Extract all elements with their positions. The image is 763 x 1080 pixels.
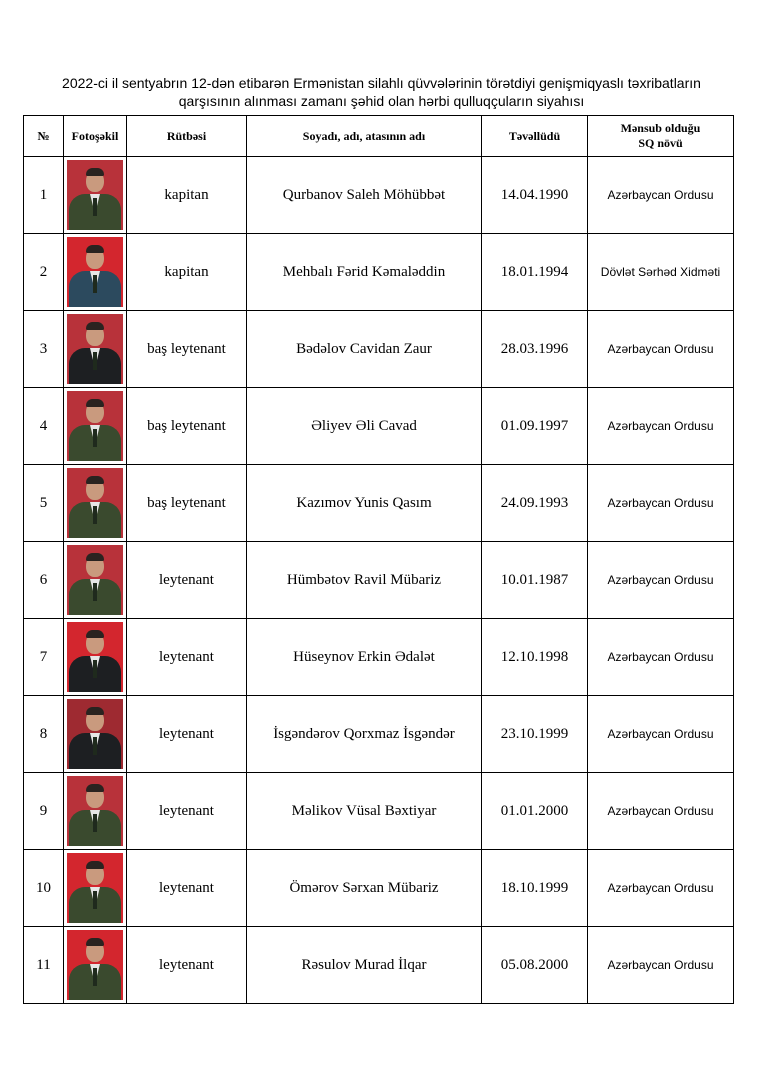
row-number: 11 xyxy=(24,927,64,1004)
service-branch-cell: Azərbaycan Ordusu xyxy=(588,619,734,696)
rank-cell: baş leytenant xyxy=(127,465,247,542)
service-branch-cell: Azərbaycan Ordusu xyxy=(588,850,734,927)
name-cell: Kazımov Yunis Qasım xyxy=(247,465,482,542)
header-rank: Rütbəsi xyxy=(127,116,247,157)
birth-date-cell: 05.08.2000 xyxy=(482,927,588,1004)
row-number: 7 xyxy=(24,619,64,696)
title-line-1: 2022-ci il sentyabrın 12-dən etibarən Ermənistan silahlı qüvvələrinin törətdiyi genişmiqyaslı təxribatların xyxy=(62,75,701,91)
rank-cell: leytenant xyxy=(127,927,247,1004)
row-number: 1 xyxy=(24,157,64,234)
photo-cell xyxy=(64,927,127,1004)
row-number: 10 xyxy=(24,850,64,927)
portrait-photo xyxy=(67,853,123,923)
row-number: 2 xyxy=(24,234,64,311)
birth-date-cell: 01.01.2000 xyxy=(482,773,588,850)
name-cell: Əliyev Əli Cavad xyxy=(247,388,482,465)
table-row xyxy=(24,388,734,465)
service-branch-cell: Azərbaycan Ordusu xyxy=(588,465,734,542)
table-row xyxy=(24,850,734,927)
header-birth-date: Təvəllüdü xyxy=(482,116,588,157)
portrait-photo xyxy=(67,699,123,769)
name-cell: Bədəlov Cavidan Zaur xyxy=(247,311,482,388)
rank-cell: kapitan xyxy=(127,234,247,311)
photo-cell xyxy=(64,311,127,388)
service-branch-cell: Azərbaycan Ordusu xyxy=(588,388,734,465)
birth-date-cell: 23.10.1999 xyxy=(482,696,588,773)
row-number: 6 xyxy=(24,542,64,619)
row-number: 9 xyxy=(24,773,64,850)
row-number: 3 xyxy=(24,311,64,388)
rank-cell: leytenant xyxy=(127,619,247,696)
rank-cell: leytenant xyxy=(127,850,247,927)
table-header-row xyxy=(24,116,734,157)
photo-cell xyxy=(64,619,127,696)
table-row xyxy=(24,311,734,388)
table-row xyxy=(24,773,734,850)
photo-cell xyxy=(64,234,127,311)
portrait-photo xyxy=(67,545,123,615)
table-row xyxy=(24,234,734,311)
header-service-branch xyxy=(588,116,734,157)
row-number: 5 xyxy=(24,465,64,542)
photo-cell xyxy=(64,850,127,927)
portrait-photo xyxy=(67,314,123,384)
birth-date-cell: 01.09.1997 xyxy=(482,388,588,465)
rank-cell: leytenant xyxy=(127,542,247,619)
portrait-photo xyxy=(67,160,123,230)
table-row xyxy=(24,465,734,542)
rank-cell: baş leytenant xyxy=(127,311,247,388)
service-branch-cell: Azərbaycan Ordusu xyxy=(588,542,734,619)
name-cell: Məlikov Vüsal Bəxtiyar xyxy=(247,773,482,850)
table-row xyxy=(24,542,734,619)
service-branch-cell: Dövlət Sərhəd Xidməti xyxy=(588,234,734,311)
rank-cell: kapitan xyxy=(127,157,247,234)
table-row xyxy=(24,927,734,1004)
photo-cell xyxy=(64,465,127,542)
header-photo: Fotoşəkil xyxy=(64,116,127,157)
birth-date-cell: 10.01.1987 xyxy=(482,542,588,619)
title-line-2: qarşısının alınması zamanı şəhid olan hərbi qulluqçuların siyahısı xyxy=(178,93,585,109)
rank-cell: leytenant xyxy=(127,696,247,773)
birth-date-cell: 18.10.1999 xyxy=(482,850,588,927)
row-number: 8 xyxy=(24,696,64,773)
portrait-photo xyxy=(67,391,123,461)
photo-cell xyxy=(64,388,127,465)
row-number: 4 xyxy=(24,388,64,465)
table-row xyxy=(24,157,734,234)
document-title xyxy=(0,74,763,110)
portrait-photo xyxy=(67,622,123,692)
photo-cell xyxy=(64,542,127,619)
service-branch-cell: Azərbaycan Ordusu xyxy=(588,773,734,850)
header-number: № xyxy=(24,116,64,157)
name-cell: Hüseynov Erkin Ədalət xyxy=(247,619,482,696)
portrait-photo xyxy=(67,776,123,846)
name-cell: Mehbalı Fərid Kəmaləddin xyxy=(247,234,482,311)
birth-date-cell: 18.01.1994 xyxy=(482,234,588,311)
name-cell: Qurbanov Saleh Möhübbət xyxy=(247,157,482,234)
name-cell: Hümbətov Ravil Mübariz xyxy=(247,542,482,619)
table-row xyxy=(24,619,734,696)
rank-cell: leytenant xyxy=(127,773,247,850)
header-service-branch-line2: SQ növü xyxy=(638,136,683,150)
birth-date-cell: 12.10.1998 xyxy=(482,619,588,696)
service-branch-cell: Azərbaycan Ordusu xyxy=(588,927,734,1004)
header-full-name: Soyadı, adı, atasının adı xyxy=(247,116,482,157)
portrait-photo xyxy=(67,930,123,1000)
rank-cell: baş leytenant xyxy=(127,388,247,465)
table-row xyxy=(24,696,734,773)
birth-date-cell: 14.04.1990 xyxy=(482,157,588,234)
header-service-branch-line1: Mənsub olduğu xyxy=(620,121,701,135)
photo-cell xyxy=(64,773,127,850)
portrait-photo xyxy=(67,468,123,538)
name-cell: Ömərov Sərxan Mübariz xyxy=(247,850,482,927)
service-branch-cell: Azərbaycan Ordusu xyxy=(588,696,734,773)
service-branch-cell: Azərbaycan Ordusu xyxy=(588,157,734,234)
birth-date-cell: 28.03.1996 xyxy=(482,311,588,388)
name-cell: Rəsulov Murad İlqar xyxy=(247,927,482,1004)
name-cell: İsgəndərov Qorxmaz İsgəndər xyxy=(247,696,482,773)
photo-cell xyxy=(64,157,127,234)
service-branch-cell: Azərbaycan Ordusu xyxy=(588,311,734,388)
roster-table xyxy=(23,115,734,1004)
birth-date-cell: 24.09.1993 xyxy=(482,465,588,542)
photo-cell xyxy=(64,696,127,773)
portrait-photo xyxy=(67,237,123,307)
